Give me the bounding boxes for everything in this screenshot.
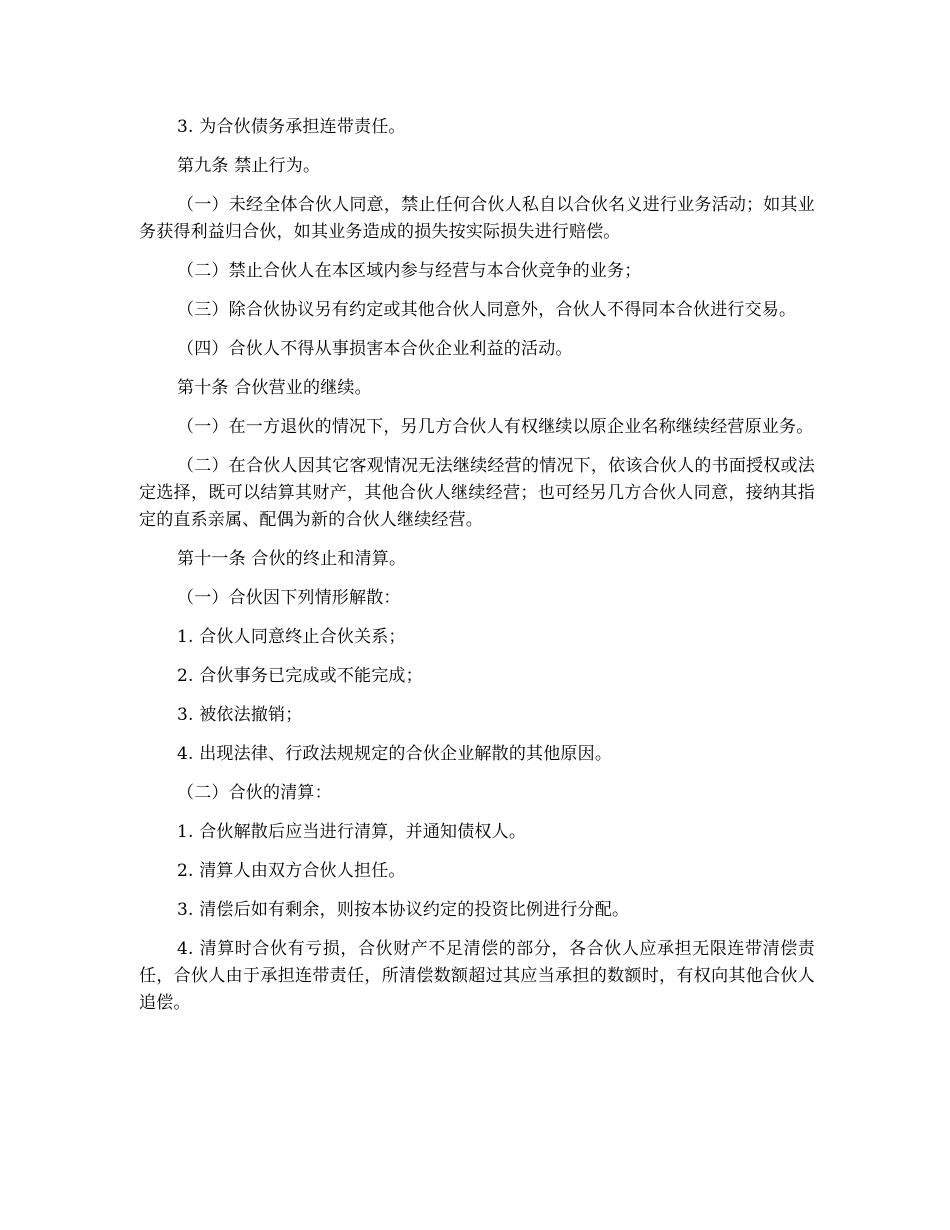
paragraph: （四）合伙人不得从事损害本合伙企业利益的活动。 — [177, 339, 573, 359]
paragraph: （二）禁止合伙人在本区域内参与经营与本合伙竞争的业务； — [177, 261, 642, 281]
paragraph: （一）在一方退伙的情况下，另几方合伙人有权继续以原企业名称继续经营原业务。 — [177, 417, 814, 437]
paragraph: （三）除合伙协议另有约定或其他合伙人同意外，合伙人不得同本合伙进行交易。 — [177, 300, 797, 320]
list-item: 3. 被依法撤销； — [177, 705, 303, 725]
list-item: 2. 合伙事务已完成或不能完成； — [177, 666, 423, 686]
list-item: 4. 出现法律、行政法规规定的合伙企业解散的其他原因。 — [177, 744, 613, 764]
paragraph: （一）合伙因下列情形解散： — [177, 588, 401, 608]
paragraph: （二）在合伙人因其它客观情况无法继续经营的情况下，依该合伙人的书面授权或法定选择，既可以结算其财产，其他合伙人继续经营；也可经另几方合伙人同意，接纳其指定的直系亲属、配偶为新的合伙人继续经营。 — [139, 456, 815, 530]
list-item: 1. 合伙解散后应当进行清算，并通知债权人。 — [177, 822, 527, 842]
list-item: 2. 清算人由双方合伙人担任。 — [177, 861, 406, 881]
paragraph: 3. 为合伙债务承担连带责任。 — [177, 117, 406, 137]
list-item: 3. 清偿后如有剩余，则按本协议约定的投资比例进行分配。 — [177, 900, 630, 920]
paragraph: （二）合伙的清算： — [177, 783, 332, 803]
list-item: 4. 清算时合伙有亏损，合伙财产不足清偿的部分，各合伙人应承担无限连带清偿责任，合伙人由于承担连带责任，所清偿数额超过其应当承担的数额时，有权向其他合伙人追偿。 — [139, 939, 815, 1013]
document-page — [139, 114, 815, 1029]
article-heading: 第九条 禁止行为。 — [177, 156, 321, 176]
paragraph: （一）未经全体合伙人同意，禁止任何合伙人私自以合伙名义进行业务活动；如其业务获得利益归合伙，如其业务造成的损失按实际损失进行赔偿。 — [139, 195, 815, 242]
article-heading: 第十一条 合伙的终止和清算。 — [177, 549, 407, 569]
list-item: 1. 合伙人同意终止合伙关系； — [177, 627, 406, 647]
article-heading: 第十条 合伙营业的继续。 — [177, 378, 372, 398]
